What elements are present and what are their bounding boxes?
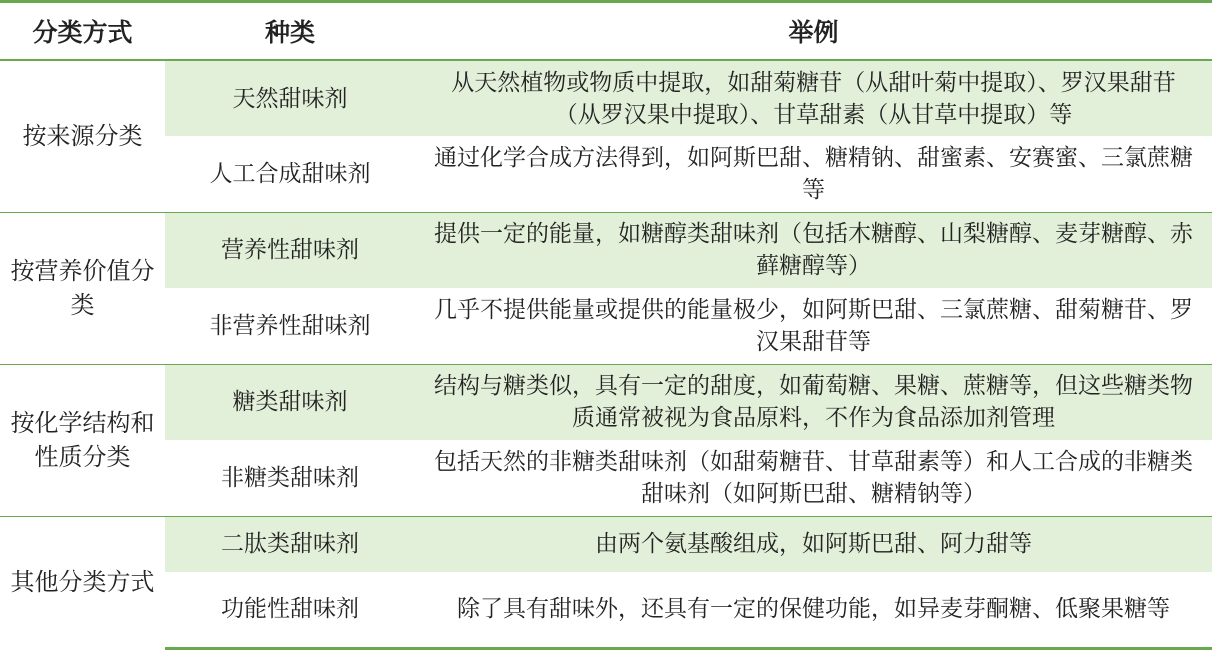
table-row (0, 440, 1212, 516)
example-cell: 从天然植物或物质中提取，如甜菊糖苷（从甜叶菊中提取）、罗汉果甜苷（从罗汉果中提取）、甘草甜素（从甘草中提取）等 (415, 60, 1212, 136)
header-method: 分类方式 (0, 2, 165, 61)
type-cell: 非营养性甜味剂 (165, 288, 415, 364)
example-cell: 通过化学合成方法得到，如阿斯巴甜、糖精钠、甜蜜素、安赛蜜、三氯蔗糖等 (415, 136, 1212, 212)
type-cell: 糖类甜味剂 (165, 364, 415, 440)
example-cell: 结构与糖类似，具有一定的甜度，如葡萄糖、果糖、蔗糖等，但这些糖类物质通常被视为食品原料，不作为食品添加剂管理 (415, 364, 1212, 440)
table-row (0, 572, 1212, 648)
category-cell-source: 按来源分类 (22, 122, 143, 151)
category-cell-nutrition: 按营养价值分类 (0, 212, 165, 364)
type-cell: 营养性甜味剂 (165, 212, 415, 288)
category-cell-other: 其他分类方式 (0, 516, 165, 648)
table-row (0, 516, 1212, 572)
table-row (0, 60, 1212, 136)
example-cell: 由两个氨基酸组成，如阿斯巴甜、阿力甜等 (415, 516, 1212, 572)
table-row (0, 288, 1212, 364)
header-row (0, 2, 1212, 61)
category-cell-structure: 按化学结构和性质分类 (0, 364, 165, 516)
example-cell: 除了具有甜味外，还具有一定的保健功能，如异麦芽酮糖、低聚果糖等 (415, 572, 1212, 648)
type-cell: 人工合成甜味剂 (165, 136, 415, 212)
header-type: 种类 (165, 2, 415, 61)
table-row (0, 136, 1212, 212)
type-cell: 天然甜味剂 (165, 60, 415, 136)
example-cell: 几乎不提供能量或提供的能量极少，如阿斯巴甜、三氯蔗糖、甜菊糖苷、罗汉果甜苷等 (415, 288, 1212, 364)
table-row (0, 212, 1212, 288)
table-row (0, 364, 1212, 440)
type-cell: 功能性甜味剂 (165, 572, 415, 648)
type-cell: 非糖类甜味剂 (165, 440, 415, 516)
example-cell: 提供一定的能量，如糖醇类甜味剂（包括木糖醇、山梨糖醇、麦芽糖醇、赤藓糖醇等） (415, 212, 1212, 288)
example-cell: 包括天然的非糖类甜味剂（如甜菊糖苷、甘草甜素等）和人工合成的非糖类甜味剂（如阿斯巴甜、糖精钠等） (415, 440, 1212, 516)
header-example: 举例 (415, 2, 1212, 61)
type-cell: 二肽类甜味剂 (165, 516, 415, 572)
